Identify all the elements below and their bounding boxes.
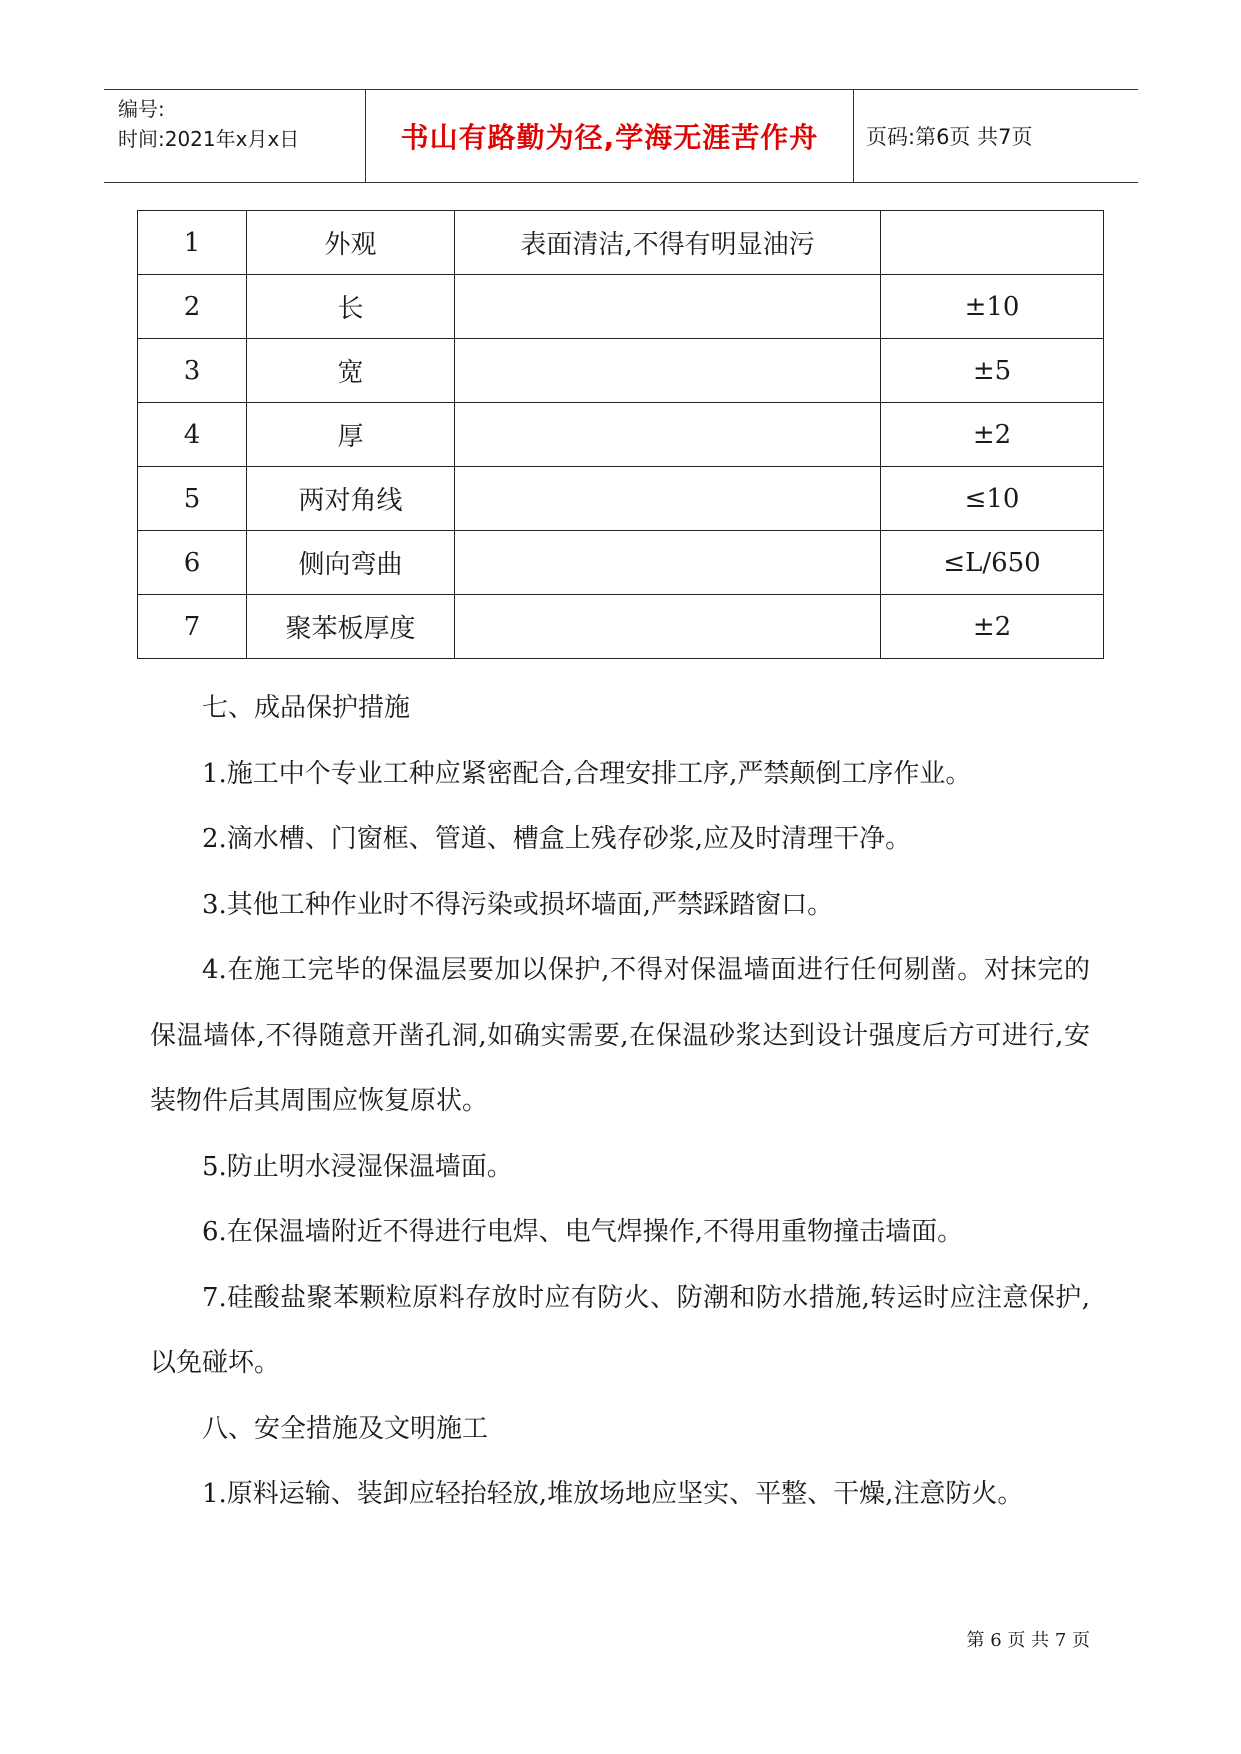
- section-heading-7: 七、成品保护措施: [202, 693, 411, 723]
- table-row: [138, 531, 1104, 595]
- row-requirement: [455, 339, 881, 403]
- row-number: 6: [138, 531, 247, 595]
- paragraph: 1.施工中个专业工种应紧密配合,合理安排工序,严禁颠倒工序作业。: [202, 758, 972, 789]
- spec-table: [137, 210, 1104, 659]
- row-tolerance: ±2: [881, 595, 1104, 659]
- row-tolerance: ±5: [881, 339, 1104, 403]
- row-number: 5: [138, 467, 247, 531]
- page-footer: 第 6 页 共 7 页: [966, 1630, 1090, 1651]
- paragraph: 2.滴水槽、门窗框、管道、槽盒上残存砂浆,应及时清理干净。: [202, 824, 912, 854]
- section-heading-8: 八、安全措施及文明施工: [202, 1413, 489, 1444]
- table-row: [138, 275, 1104, 339]
- row-requirement: [455, 531, 881, 595]
- page-header: [104, 89, 1138, 183]
- row-number: 1: [138, 211, 247, 275]
- row-item: 宽: [247, 339, 455, 403]
- number-label: 编号:: [118, 97, 165, 121]
- row-requirement: [455, 275, 881, 339]
- paragraph: 7.硅酸盐聚苯颗粒原料存放时应有防火、防潮和防水措施,转运时应注意保护,以免碰坏。: [150, 1282, 1090, 1378]
- row-requirement: [455, 467, 881, 531]
- table-row: [138, 595, 1104, 659]
- row-item: 厚: [247, 403, 455, 467]
- body-text: [150, 676, 1090, 1528]
- row-item: 长: [247, 275, 455, 339]
- table-row: [138, 467, 1104, 531]
- row-item: 侧向弯曲: [247, 531, 455, 595]
- row-requirement: 表面清洁,不得有明显油污: [455, 211, 881, 275]
- row-tolerance: [881, 211, 1104, 275]
- row-number: 3: [138, 339, 247, 403]
- row-requirement: [455, 595, 881, 659]
- table-row: [138, 403, 1104, 467]
- paragraph: 1.原料运输、装卸应轻抬轻放,堆放场地应坚实、平整、干燥,注意防火。: [202, 1479, 1024, 1509]
- row-item: 两对角线: [247, 467, 455, 531]
- table-row: [138, 339, 1104, 403]
- time-label: 时间:2021年x月x日: [118, 127, 300, 151]
- row-tolerance: ±2: [881, 403, 1104, 467]
- table-row: [138, 211, 1104, 275]
- row-item: 外观: [247, 211, 455, 275]
- row-number: 7: [138, 595, 247, 659]
- header-motto: 书山有路勤为径,学海无涯苦作舟: [366, 90, 854, 182]
- header-left: [104, 90, 366, 182]
- row-tolerance: ≤L/650: [881, 531, 1104, 595]
- row-tolerance: ≤10: [881, 467, 1104, 531]
- row-number: 2: [138, 275, 247, 339]
- header-page-info: 页码:第6页 共7页: [866, 125, 1033, 149]
- row-tolerance: ±10: [881, 275, 1104, 339]
- row-requirement: [455, 403, 881, 467]
- paragraph: 3.其他工种作业时不得污染或损坏墙面,严禁踩踏窗口。: [202, 889, 834, 920]
- row-number: 4: [138, 403, 247, 467]
- paragraph: 4.在施工完毕的保温层要加以保护,不得对保温墙面进行任何剔凿。对抹完的保温墙体,不得随意开凿孔洞,如确实需要,在保温砂浆达到设计强度后方可进行,安装物件后其周围应恢复原状。: [150, 955, 1090, 1116]
- paragraph: 5.防止明水浸湿保温墙面。: [202, 1151, 513, 1182]
- paragraph: 6.在保温墙附近不得进行电焊、电气焊操作,不得用重物撞击墙面。: [202, 1217, 964, 1247]
- row-item: 聚苯板厚度: [247, 595, 455, 659]
